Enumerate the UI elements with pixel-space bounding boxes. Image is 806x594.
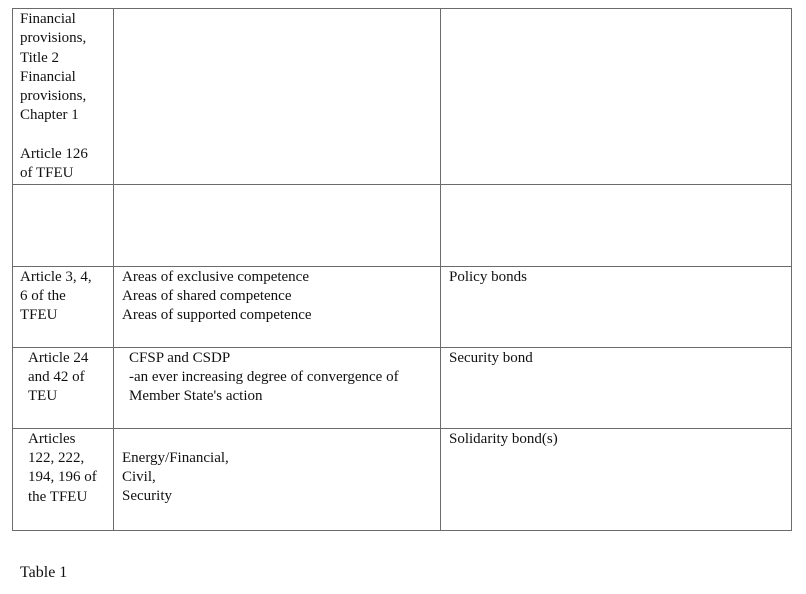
table-cell-description [114,347,441,428]
table-cell-description [114,184,441,266]
bond-type [441,185,791,186]
description-text: Energy/Financial, Civil, Security [122,449,229,505]
table-cell-description [114,428,441,530]
description-text [114,185,440,186]
table-row [13,428,792,530]
table-row [13,266,792,347]
provisions-table [12,8,792,531]
table-cell-article [13,347,114,428]
table-cell-article [13,184,114,266]
table-cell-description [114,9,441,185]
table-row [13,9,792,185]
table-cell-article [13,266,114,347]
table-cell-article [13,428,114,530]
table-cell-bond [441,184,792,266]
bond-type [441,9,791,10]
table-cell-bond [441,428,792,530]
table-cell-article [13,9,114,185]
table-row [13,184,792,266]
bond-type: Policy bonds [449,268,527,285]
table-cell-bond [441,9,792,185]
article-reference: Article 24 and 42 of TEU [28,349,89,405]
description-text [114,9,440,10]
description-text: Areas of exclusive competence Areas of shared competence Areas of supported competence [122,268,312,324]
article-reference: Financial provisions, Title 2 Financial provisions, Chapter 1 Article 126 of TFEU [20,11,88,182]
bond-type: Solidarity bond(s) [449,430,558,447]
article-reference: Articles 122, 222, 194, 196 of the TFEU [28,430,97,505]
table-cell-bond [441,347,792,428]
table-row [13,347,792,428]
bond-type: Security bond [449,349,533,366]
table-cell-bond [441,266,792,347]
article-reference: Article 3, 4, 6 of the TFEU [20,268,92,324]
table-caption: Table 1 [20,564,68,581]
article-reference [13,185,113,186]
description-text: CFSP and CSDP -an ever increasing degree of convergence of Member State's action [129,349,399,405]
table-cell-description [114,266,441,347]
